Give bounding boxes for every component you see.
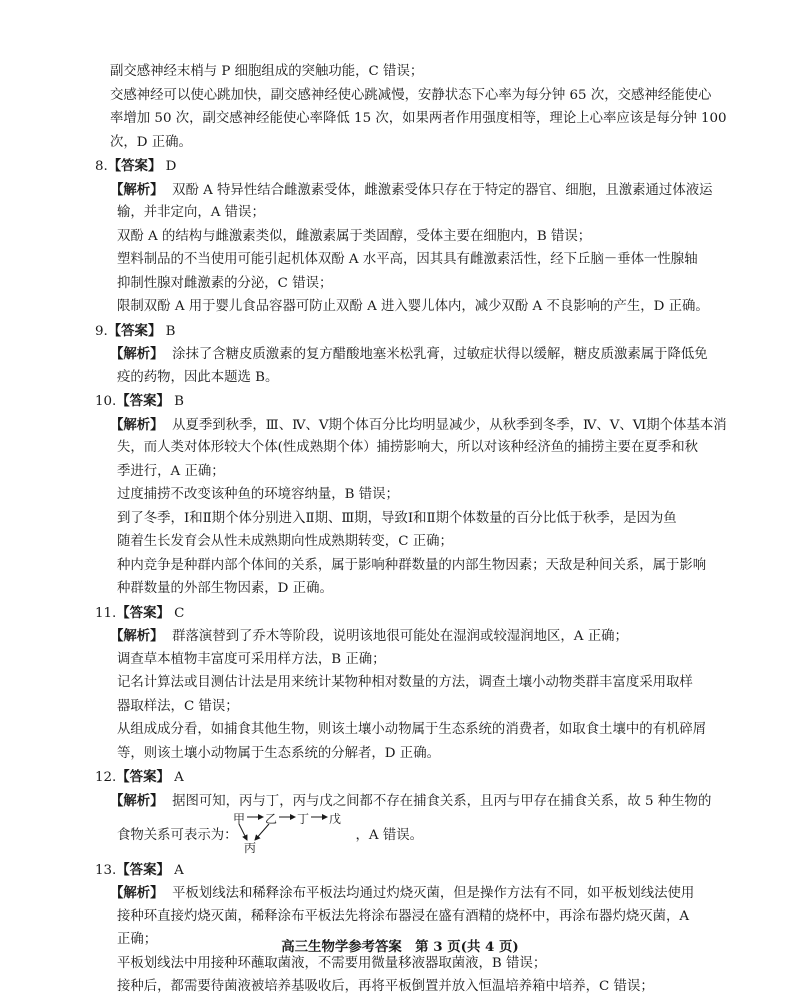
text-line: 输，并非定向，A 错误； (117, 205, 265, 220)
text-line: 疫的药物，因此本题选 B。 (117, 370, 279, 385)
food-web-outro: ，A 错误。 (355, 828, 424, 843)
text-line: 季进行，A 正确； (117, 464, 225, 479)
question-12-answer (0, 767, 800, 787)
analysis-tag: 【解析】 (110, 182, 164, 198)
answer-value: D (165, 159, 177, 174)
answer-tag: 【答案】 (116, 393, 170, 409)
question-13-answer (0, 860, 800, 880)
question-number: 9. (95, 324, 108, 339)
analysis-text: 平板划线法和稀释涂布平板法均通过灼烧灭菌，但是操作方法有不同，如平板划线法使用 (172, 886, 695, 901)
text-line: 接种后，都需要待菌液被培养基吸收后，再将平板倒置并放入恒温培养箱中培养，C 错误； (117, 979, 654, 994)
text-line: 随着生长发育会从性未成熟期向性成熟期转变，C 正确； (117, 534, 453, 549)
text-line: 器取样法，C 错误； (117, 699, 239, 714)
food-web-line (0, 826, 800, 846)
text-line: 平板划线法中用接种环蘸取菌液，不需要用微量移液器取菌液，B 错误； (117, 956, 547, 971)
text-line: 过度捕捞不改变该种鱼的环境容纳量，B 错误； (117, 487, 399, 502)
text-line: 率增加 50 次，副交感神经能使心率降低 15 次，如果两者作用强度相等，理论上心率应该是每分钟 100 (110, 111, 727, 126)
question-number: 13. (95, 863, 117, 878)
answer-tag: 【答案】 (116, 862, 170, 878)
answer-tag: 【答案】 (116, 769, 170, 785)
node-b: 乙 (265, 812, 278, 826)
text-line: 次，D 正确。 (110, 135, 192, 150)
text-line: 接种环直接灼烧灭菌，稀释涂布平板法先将涂布器浸在盛有酒精的烧杯中，再涂布器灼烧灭菌，A (117, 909, 690, 924)
analysis-text: 据图可知，丙与丁，丙与戊之间都不存在捕食关系，且丙与甲存在捕食关系，故 5 种生物的 (172, 794, 712, 809)
analysis-tag: 【解析】 (110, 885, 164, 901)
question-10-analysis (0, 415, 800, 435)
question-8-analysis (0, 180, 800, 200)
node-a: 甲 (233, 812, 246, 826)
text-line: 到了冬季，Ⅰ和Ⅱ期个体分别进入Ⅱ期、Ⅲ期，导致Ⅰ和Ⅱ期个体数量的百分比低于秋季，是因为鱼 (117, 511, 677, 526)
text-line: 抑制性腺对雌激素的分泌，C 错误； (117, 276, 333, 291)
answer-value: A (174, 770, 184, 785)
question-9-answer (0, 321, 800, 341)
text-line: 副交感神经末梢与 P 细胞组成的突触功能，C 错误； (110, 64, 424, 79)
analysis-text: 从夏季到秋季，Ⅲ、Ⅳ、Ⅴ期个体百分比均明显减少，从秋季到冬季，Ⅳ、Ⅴ、Ⅵ期个体基本消 (172, 418, 727, 433)
question-12-analysis (0, 791, 800, 811)
page-footer: 高三生物学参考答案 第 3 页(共 4 页) (281, 939, 519, 955)
analysis-text: 双酚 A 特异性结合雌激素受体，雌激素受体只存在于特定的器官、细胞，且激素通过体液运 (172, 183, 713, 198)
text-line: 塑料制品的不当使用可能引起机体双酚 A 水平高，因其具有雌激素活性，经下丘脑－垂体一性腺轴 (117, 252, 698, 267)
text-line: 调查草本植物丰富度可采用样方法，B 正确； (117, 652, 386, 667)
question-8-answer (0, 156, 800, 176)
answer-tag: 【答案】 (107, 158, 162, 174)
question-number: 11. (95, 606, 117, 621)
answer-tag: 【答案】 (116, 605, 170, 621)
node-d: 戊 (329, 812, 342, 826)
question-number: 10. (95, 394, 117, 409)
food-web-diagram (233, 810, 353, 855)
text-line: 记名计算法或目测估计法是用来统计某物种相对数量的方法，调查土壤小动物类群丰富度采用取样 (117, 675, 693, 690)
analysis-text: 群落演替到了乔木等阶段，说明该地很可能处在湿润或较湿润地区，A 正确； (172, 629, 628, 644)
node-e: 丙 (244, 841, 257, 855)
question-9-analysis (0, 344, 800, 364)
answer-value: B (165, 324, 176, 339)
answer-value: B (174, 394, 184, 409)
analysis-text: 涂抹了含糖皮质激素的复方醋酸地塞米松乳膏，过敏症状得以缓解，糖皮质激素属于降低免 (172, 347, 708, 362)
node-c: 丁 (297, 812, 310, 826)
analysis-tag: 【解析】 (110, 793, 164, 809)
text-line: 限制双酚 A 用于婴儿食品容器可防止双酚 A 进入婴儿体内，减少双酚 A 不良影响的产生，D 正确。 (117, 299, 709, 314)
text-line: 种内竞争是种群内部个体间的关系，属于影响种群数量的内部生物因素；天敌是种间关系，属于影响 (117, 558, 707, 573)
food-web-intro: 食物关系可表示为： (117, 828, 238, 843)
question-10-answer (0, 391, 800, 411)
question-number: 12. (95, 770, 117, 785)
text-line: 正确； (117, 932, 158, 947)
text-line: 从组成成分看，如捕食其他生物，则该土壤小动物属于生态系统的消费者，如取食土壤中的有机碎屑 (117, 722, 707, 737)
text-line: 交感神经可以使心跳加快，副交感神经使心跳减慢，安静状态下心率为每分钟 65 次，交感神经能使心 (110, 88, 712, 103)
question-number: 8. (95, 159, 108, 174)
analysis-tag: 【解析】 (110, 346, 164, 362)
text-line: 种群数量的外部生物因素，D 正确。 (117, 581, 333, 596)
question-11-answer (0, 603, 800, 623)
question-13-analysis (0, 883, 800, 903)
answer-value: A (174, 863, 184, 878)
text-line: 双酚 A 的结构与雌激素类似，雌激素属于类固醇，受体主要在细胞内，B 错误； (117, 229, 592, 244)
answer-tag: 【答案】 (107, 323, 162, 339)
question-11-analysis (0, 626, 800, 646)
text-line: 等，则该土壤小动物属于生态系统的分解者，D 正确。 (117, 746, 440, 761)
analysis-tag: 【解析】 (110, 628, 164, 644)
analysis-tag: 【解析】 (110, 417, 164, 433)
answer-value: C (174, 606, 185, 621)
text-line: 失，而人类对体形较大个体(性成熟期个体）捕捞影响大，所以对该种经济鱼的捕捞主要在夏季和秋 (117, 440, 699, 455)
